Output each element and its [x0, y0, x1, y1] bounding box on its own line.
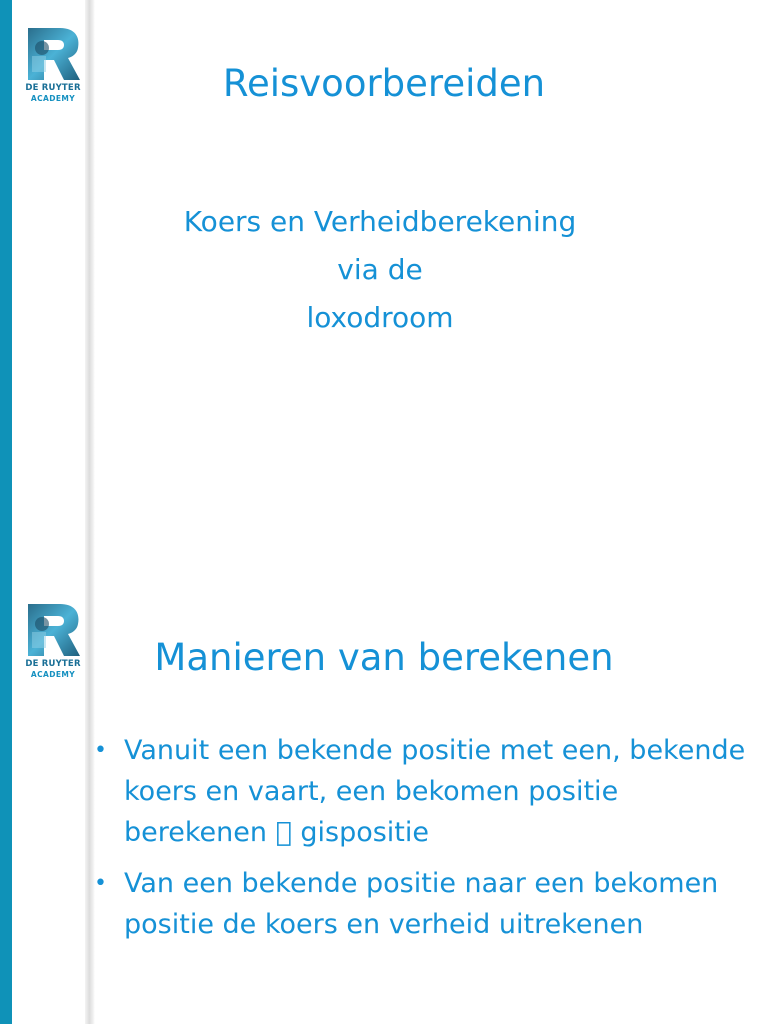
- bullet-item: [92, 730, 752, 853]
- bullet-icon: •: [94, 871, 107, 896]
- bullet-list: [92, 730, 752, 955]
- logo-text-line2: ACADEMY: [30, 670, 76, 679]
- logo-text-line1: DE RUYTER: [25, 659, 81, 669]
- logo-r-icon: [22, 26, 84, 82]
- subtitle-line: loxodroom: [306, 301, 454, 334]
- slide1-subtitle: [130, 198, 630, 342]
- sidebar-accent-bar: [0, 0, 12, 1024]
- bullet-text: Van een bekende positie naar een bekomen positie de koers en verheid uitrekenen: [124, 868, 719, 940]
- de-ruyter-academy-logo: [22, 26, 82, 106]
- subtitle-line: via de: [337, 253, 423, 286]
- de-ruyter-academy-logo: [22, 602, 82, 682]
- logo-text-line1: DE RUYTER: [25, 83, 81, 93]
- logo-r-icon: [22, 602, 84, 658]
- logo-text-line2: ACADEMY: [30, 94, 76, 103]
- subtitle-line: Koers en Verheidberekening: [183, 205, 577, 238]
- slide2-title: Manieren van berekenen: [154, 636, 614, 679]
- slide1-title: Reisvoorbereiden: [222, 62, 546, 105]
- bullet-text: Vanuit een bekende positie met een, bekende koers en vaart, een bekomen positie berekenen gispositie: [124, 735, 746, 848]
- bullet-icon: •: [94, 738, 107, 763]
- bullet-item: [92, 863, 752, 945]
